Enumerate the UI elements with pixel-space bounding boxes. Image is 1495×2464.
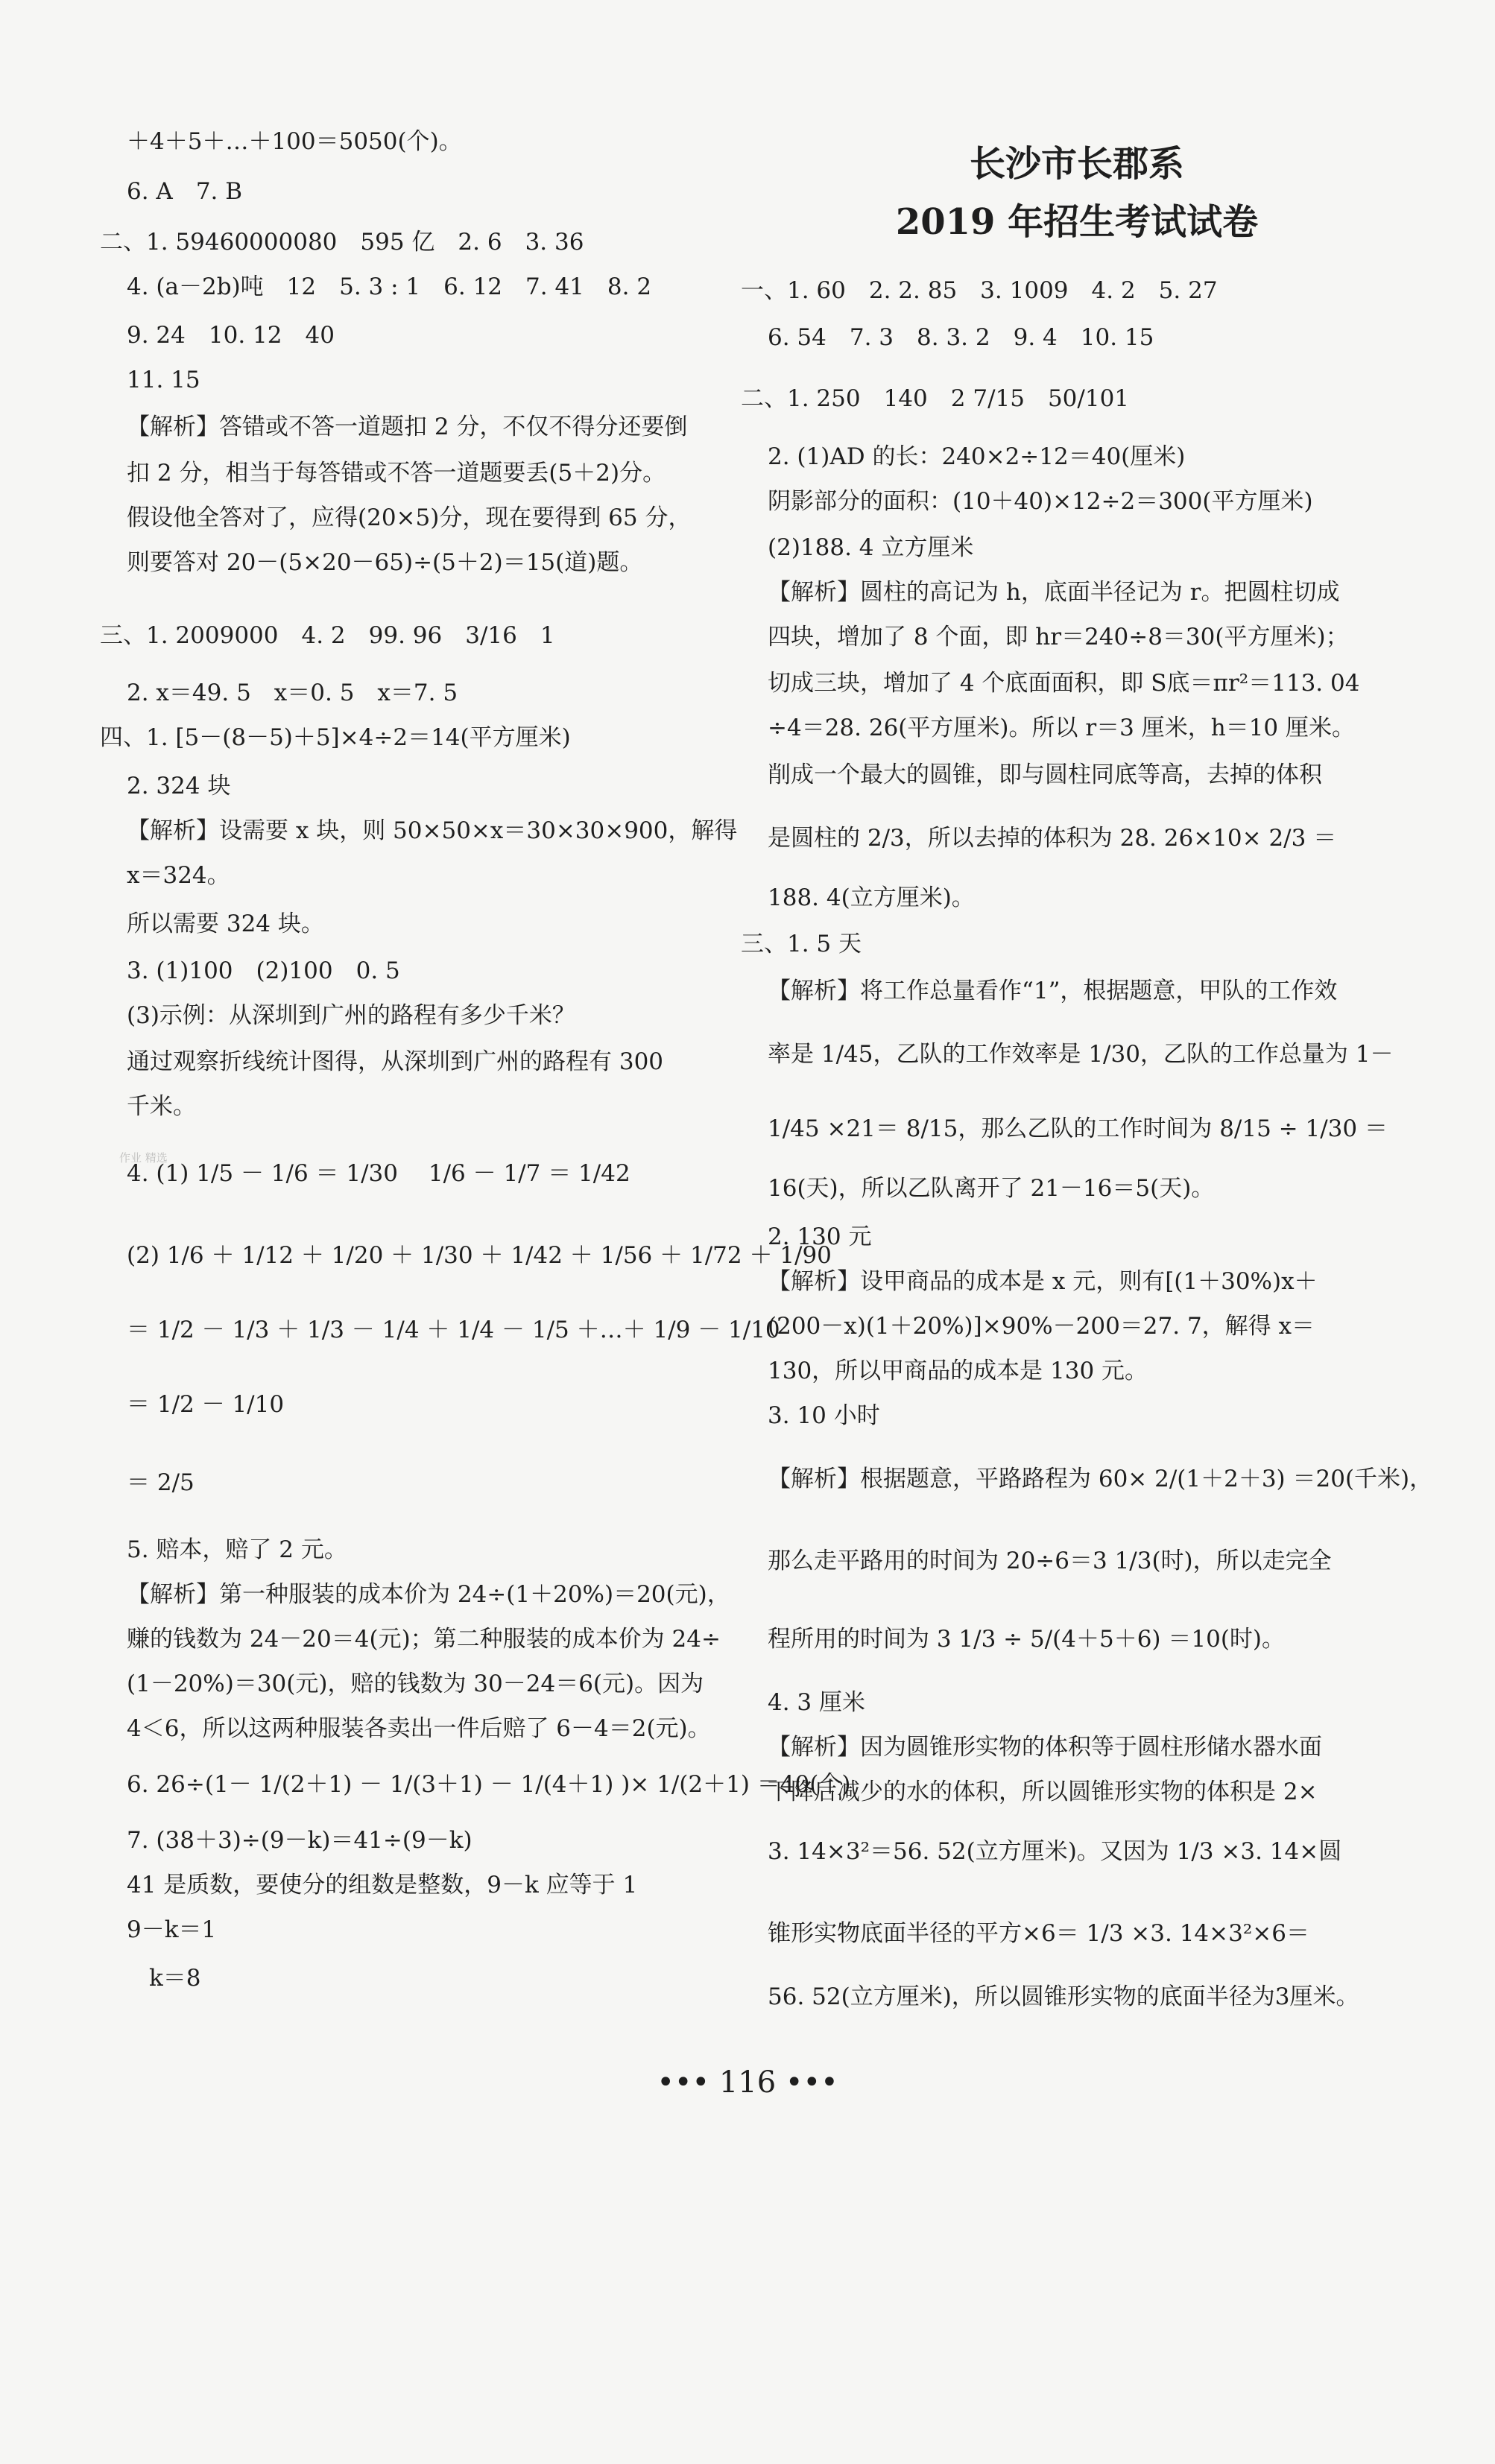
text-line: 3. 10 小时 bbox=[768, 1402, 880, 1429]
text-line: 3. (1)100 (2)100 0. 5 bbox=[127, 957, 400, 984]
text-line: 一、1. 60 2. 2. 85 3. 1009 4. 2 5. 27 bbox=[741, 277, 1218, 304]
text-line: 二、1. 59460000080 595 亿 2. 6 3. 36 bbox=[100, 229, 584, 256]
text-line: 6. 54 7. 3 8. 3. 2 9. 4 10. 15 bbox=[768, 324, 1154, 351]
text-line: 1/45 ×21＝ 8/15，那么乙队的工作时间为 8/15 ÷ 1/30 ＝ bbox=[768, 1115, 1388, 1142]
text-line: 11. 15 bbox=[127, 367, 200, 393]
text-line: 2. 324 块 bbox=[127, 773, 231, 799]
text-line: 阴影部分的面积：(10＋40)×12÷2＝300(平方厘米) bbox=[768, 488, 1313, 515]
text-line: 130，所以甲商品的成本是 130 元。 bbox=[768, 1358, 1148, 1384]
text-line: 7. (38＋3)÷(9－k)＝41÷(9－k) bbox=[127, 1827, 472, 1854]
text-line: 2. 130 元 bbox=[768, 1223, 872, 1250]
text-line: 【解析】第一种服装的成本价为 24÷(1＋20%)＝20(元)， bbox=[127, 1581, 730, 1608]
text-line: 千米。 bbox=[127, 1093, 196, 1120]
text-line: 假设他全答对了，应得(20×5)分，现在要得到 65 分， bbox=[127, 504, 692, 531]
text-line: 【解析】设甲商品的成本是 x 元，则有[(1＋30%)x＋ bbox=[768, 1268, 1318, 1295]
text-line: 6. A 7. B bbox=[127, 178, 243, 205]
watermark-stamp: 作业 精选 bbox=[119, 1151, 168, 1165]
text-line: (200－x)(1＋20%)]×90%－200＝27. 7，解得 x＝ bbox=[768, 1313, 1315, 1340]
exam-title-line-2: 2019 年招生考试试卷 bbox=[895, 201, 1259, 243]
text-line: 是圆柱的 2/3，所以去掉的体积为 28. 26×10× 2/3 ＝ bbox=[768, 825, 1337, 852]
text-line: (3)示例：从深圳到广州的路程有多少千米？ bbox=[127, 1002, 575, 1029]
text-line: 率是 1/45，乙队的工作效率是 1/30，乙队的工作总量为 1－ bbox=[768, 1041, 1394, 1068]
text-line: ＋4＋5＋…＋100＝5050(个)。 bbox=[127, 128, 462, 155]
text-line: 锥形实物底面半径的平方×6＝ 1/3 ×3. 14×3²×6＝ bbox=[768, 1920, 1309, 1947]
text-line: 【解析】因为圆锥形实物的体积等于圆柱形储水器水面 bbox=[768, 1734, 1322, 1761]
text-line: 所以需要 324 块。 bbox=[127, 910, 324, 937]
text-line: 【解析】答错或不答一道题扣 2 分，不仅不得分还要倒 bbox=[127, 414, 688, 440]
text-line: 2. x＝49. 5 x＝0. 5 x＝7. 5 bbox=[127, 680, 458, 706]
text-line: 通过观察折线统计图得，从深圳到广州的路程有 300 bbox=[127, 1048, 664, 1075]
text-line: 三、1. 5 天 bbox=[741, 931, 862, 957]
text-line: (2)188. 4 立方厘米 bbox=[768, 534, 974, 561]
text-line: (1－20%)＝30(元)，赔的钱数为 30－24＝6(元)。因为 bbox=[127, 1670, 704, 1697]
text-line: 2. (1)AD 的长：240×2÷12＝40(厘米) bbox=[768, 443, 1186, 470]
text-line: 6. 26÷(1－ 1/(2＋1) － 1/(3＋1) － 1/(4＋1) )× 1/(2＋1) ＝40(个) bbox=[127, 1771, 851, 1798]
text-line: 【解析】根据题意，平路路程为 60× 2/(1＋2＋3) ＝20(千米)， bbox=[768, 1466, 1433, 1492]
text-line: 4. 3 厘米 bbox=[768, 1689, 866, 1716]
text-line: 程所用的时间为 3 1/3 ÷ 5/(4＋5＋6) ＝10(时)。 bbox=[768, 1626, 1286, 1653]
text-line: ＝ 1/2 － 1/3 ＋ 1/3 － 1/4 ＋ 1/4 － 1/5 ＋…＋ 1/9 － 1/10 bbox=[127, 1317, 780, 1343]
exam-title-line-1: 长沙市长郡系 bbox=[969, 143, 1184, 185]
text-line: 188. 4(立方厘米)。 bbox=[768, 884, 975, 911]
text-line: ÷4＝28. 26(平方厘米)。所以 r＝3 厘米，h＝10 厘米。 bbox=[768, 715, 1356, 741]
text-line: 16(天)，所以乙队离开了 21－16＝5(天)。 bbox=[768, 1175, 1215, 1202]
text-line: 【解析】圆柱的高记为 h，底面半径记为 r。把圆柱切成 bbox=[768, 579, 1340, 606]
text-line: k＝8 bbox=[149, 1965, 201, 1992]
text-line: 9. 24 10. 12 40 bbox=[127, 322, 335, 349]
text-line: 下降后减少的水的体积，所以圆锥形实物的体积是 2× bbox=[768, 1779, 1318, 1805]
text-line: 切成三块，增加了 4 个底面面积，即 S底＝πr²＝113. 04 bbox=[768, 670, 1360, 697]
text-line: 赚的钱数为 24－20＝4(元)；第二种服装的成本价为 24÷ bbox=[127, 1626, 721, 1653]
text-line: 4＜6，所以这两种服装各卖出一件后赔了 6－4＝2(元)。 bbox=[127, 1715, 711, 1742]
text-line: 41 是质数，要使分的组数是整数，9－k 应等于 1 bbox=[127, 1872, 638, 1898]
text-line: 【解析】设需要 x 块，则 50×50×x＝30×30×900，解得 bbox=[127, 817, 738, 844]
text-line: ＝ 1/2 － 1/10 bbox=[127, 1391, 285, 1418]
text-line: 那么走平路用的时间为 20÷6＝3 1/3(时)，所以走完全 bbox=[768, 1548, 1332, 1574]
text-line: 削成一个最大的圆锥，即与圆柱同底等高，去掉的体积 bbox=[768, 761, 1322, 788]
text-line: 四块，增加了 8 个面，即 hr＝240÷8＝30(平方厘米)； bbox=[768, 624, 1349, 650]
text-line: 二、1. 250 140 2 7/15 50/101 bbox=[741, 385, 1130, 412]
text-line: 三、1. 2009000 4. 2 99. 96 3/16 1 bbox=[100, 622, 555, 649]
text-line: 56. 52(立方厘米)，所以圆锥形实物的底面半径为3厘米。 bbox=[768, 1983, 1359, 2010]
text-line: 扣 2 分，相当于每答错或不答一道题要丢(5＋2)分。 bbox=[127, 460, 666, 487]
text-line: 3. 14×3²＝56. 52(立方厘米)。又因为 1/3 ×3. 14×圆 bbox=[768, 1838, 1342, 1865]
text-line: 5. 赔本，赔了 2 元。 bbox=[127, 1536, 347, 1563]
text-line: (2) 1/6 ＋ 1/12 ＋ 1/20 ＋ 1/30 ＋ 1/42 ＋ 1/56 ＋ 1/72 ＋ 1/90 bbox=[127, 1242, 832, 1269]
page-number: ••• 116 ••• bbox=[657, 2065, 838, 2100]
text-line: ＝ 2/5 bbox=[127, 1469, 195, 1496]
text-line: x＝324。 bbox=[127, 862, 230, 889]
text-line: 【解析】将工作总量看作“1”，根据题意，甲队的工作效 bbox=[768, 978, 1338, 1004]
text-line: 四、1. [5－(8－5)＋5]×4÷2＝14(平方厘米) bbox=[100, 724, 571, 751]
text-line: 4. (a－2b)吨 12 5. 3 : 1 6. 12 7. 41 8. 2 bbox=[127, 273, 652, 300]
text-line: 9－k＝1 bbox=[127, 1916, 217, 1943]
text-line: 则要答对 20－(5×20－65)÷(5＋2)＝15(道)题。 bbox=[127, 549, 643, 576]
text-line: 4. (1) 1/5 － 1/6 ＝ 1/30 1/6 － 1/7 ＝ 1/42 bbox=[127, 1160, 630, 1187]
